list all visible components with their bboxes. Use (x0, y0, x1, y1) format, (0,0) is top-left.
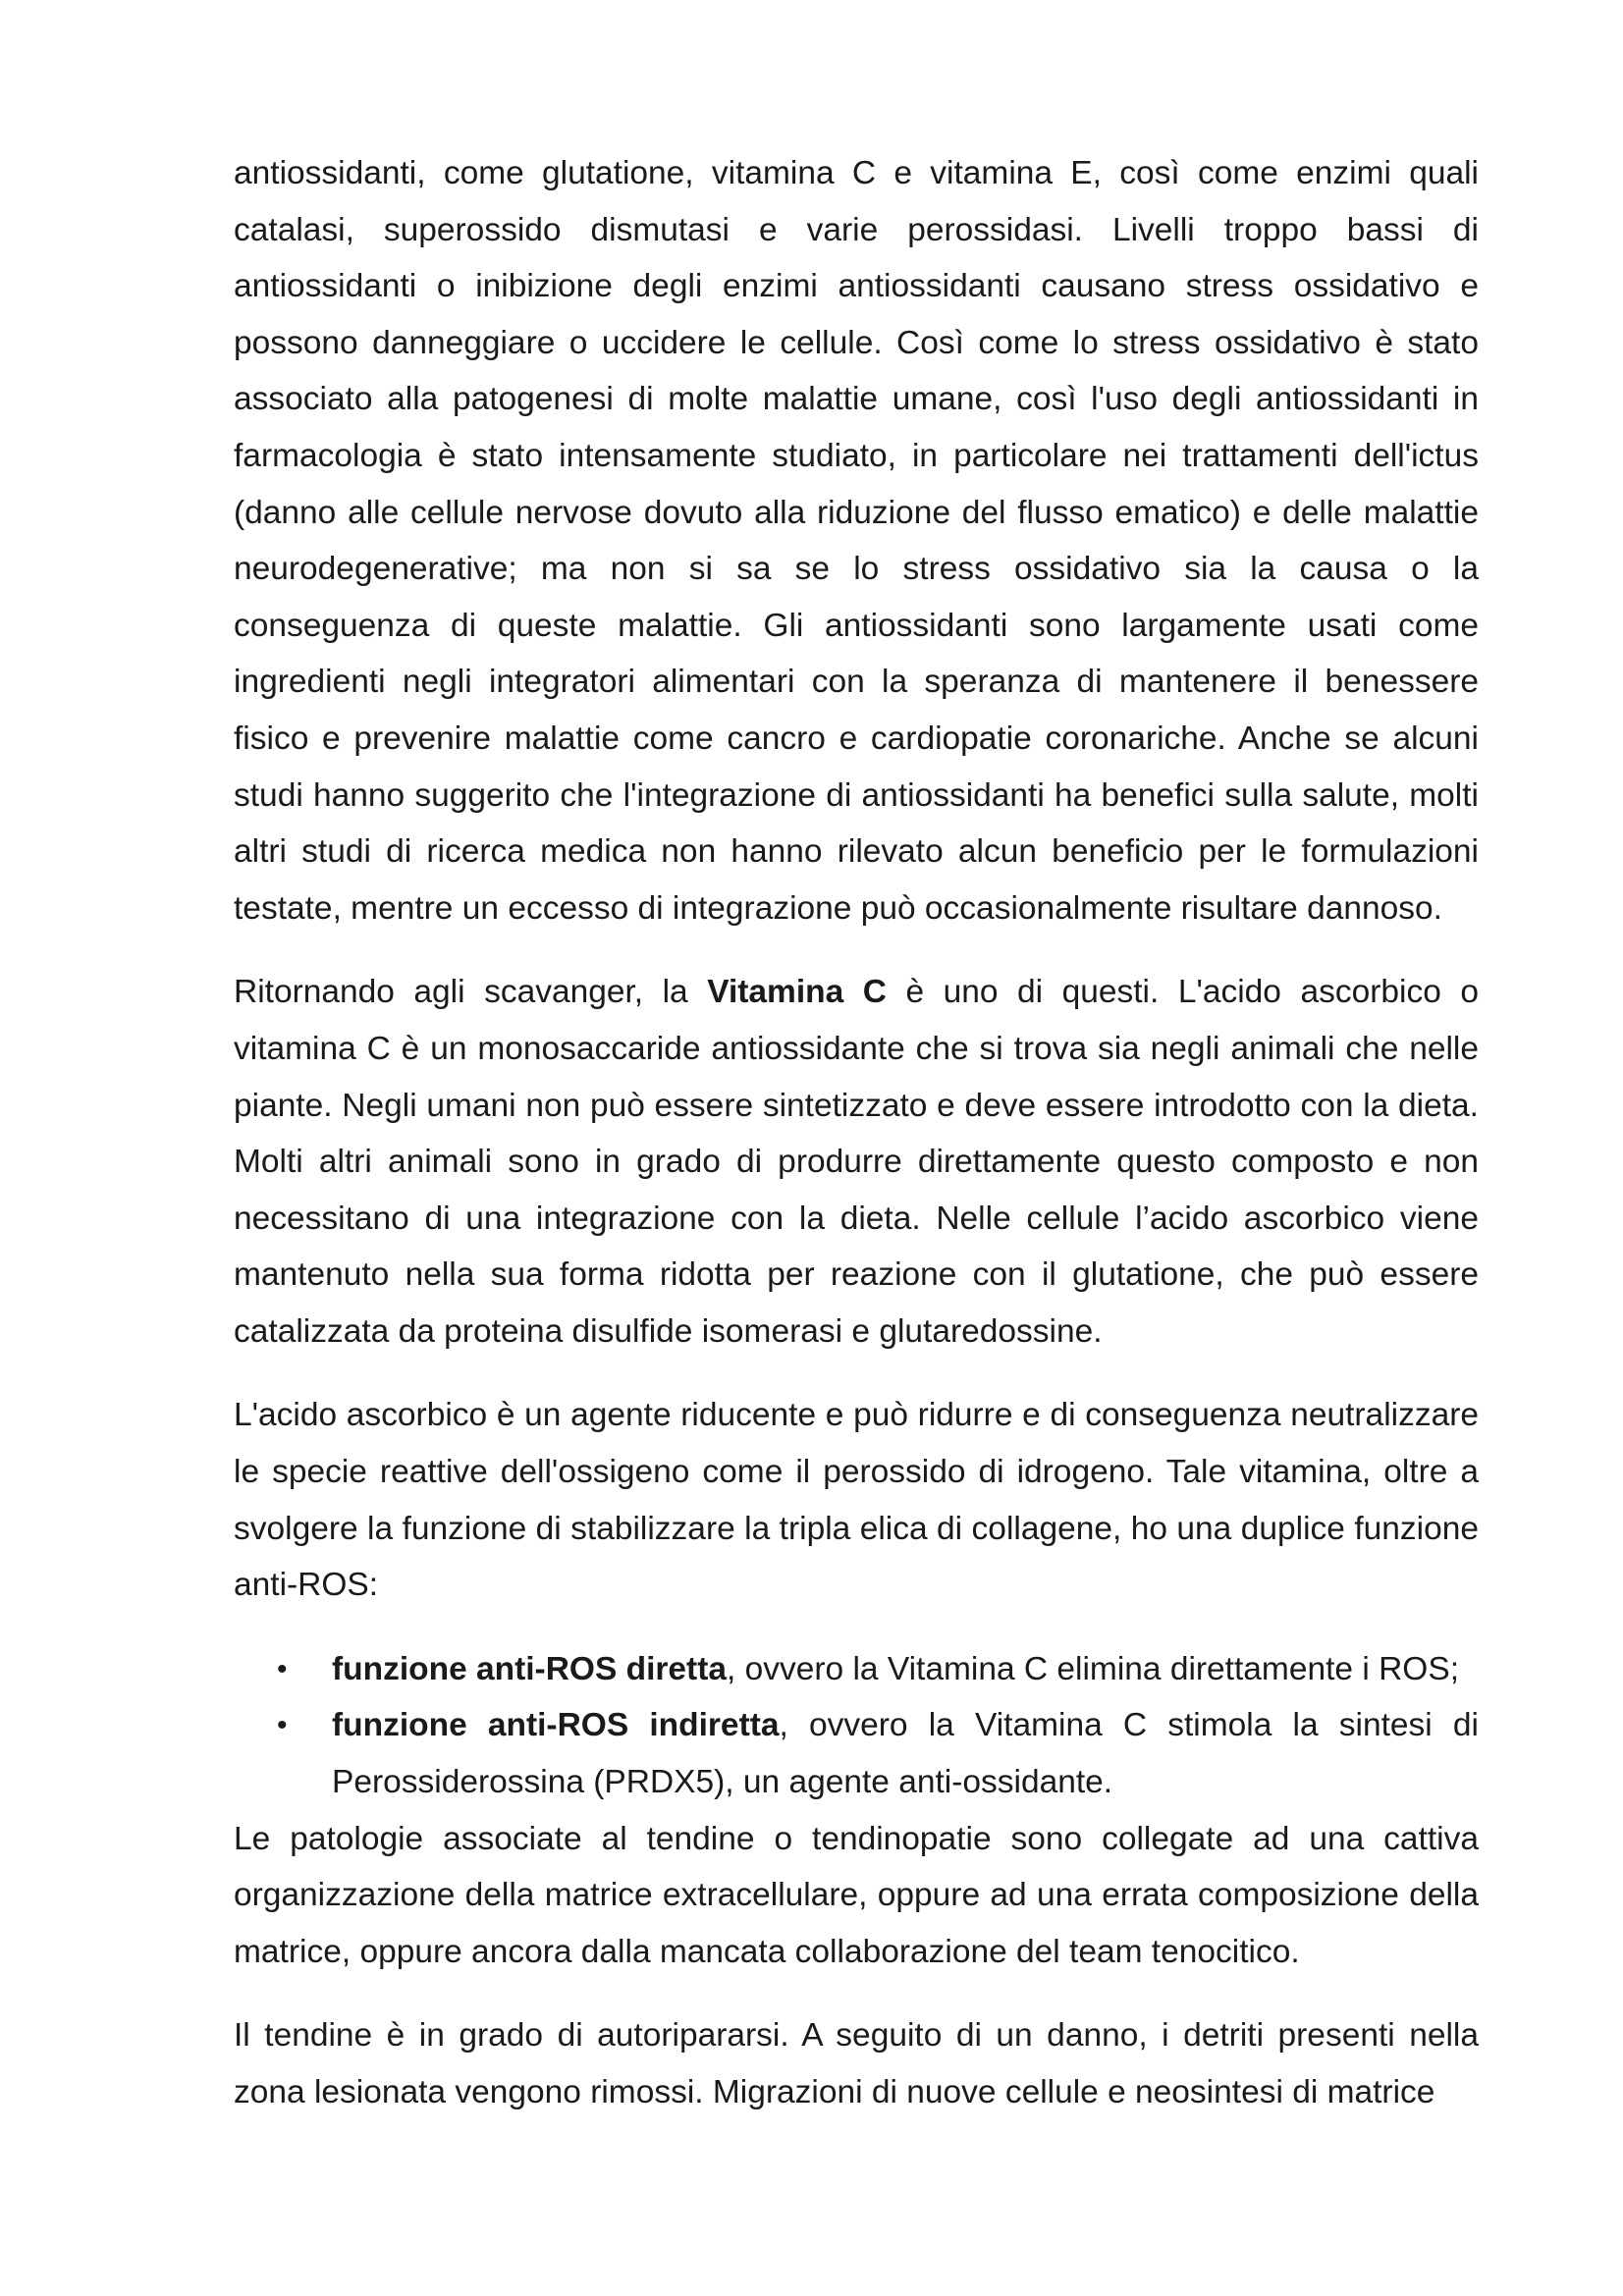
paragraph-tendinopathies: Le patologie associate al tendine o tendinopatie sono collegate ad una cattiva organizzazione della matrice extracellulare, oppure ad una errata composizione della matrice, oppure ancora dalla mancata collaborazione del team tenocitico. (234, 1820, 1479, 1970)
bullet-icon: • (277, 1709, 288, 1742)
paragraph-tendon-repair: Il tendine è in grado di autoripararsi. A seguito di un danno, i detriti presenti nella zona lesionata vengono rimossi. Migrazioni di nuove cellule e neosintesi di matrice (234, 2017, 1479, 2110)
list-item-term: funzione anti-ROS diretta (332, 1650, 727, 1687)
anti-ros-list (234, 1641, 1479, 1811)
paragraph-vitamin-c-body: è uno di questi. L'acido ascorbico o vitamina C è un monosaccaride antiossidante che si trova sia negli animali che nelle piante. Negli umani non può essere sintetizzato e deve essere introdotto con la dieta. Molti altri animali sono in grado di produrre direttamente questo composto e non necessitano di una integrazione con la dieta. Nelle cellule l’acido ascorbico viene mantenuto nella sua forma ridotta per reazione con il glutatione, che può essere catalizzata da proteina disulfide isomerasi e glutaredossine. (234, 974, 1479, 1350)
paragraph-ascorbic-acid: L'acido ascorbico è un agente riducente e può ridurre e di conseguenza neutralizzare le specie reattive dell'ossigeno come il perossido di idrogeno. Tale vitamina, oltre a svolgere la funzione di stabilizzare la tripla elica di collagene, ho una duplice funzione anti-ROS: (234, 1397, 1479, 1604)
list-item (277, 1697, 1479, 1810)
vitamin-c-term: Vitamina C (707, 974, 887, 1011)
bullet-icon: • (277, 1652, 288, 1685)
list-item-term: funzione anti-ROS indiretta (332, 1707, 780, 1744)
document-page (234, 145, 1479, 2121)
paragraph-vitamin-c-intro: Ritornando agli scavanger, la (234, 974, 708, 1011)
list-item-text: , ovvero la Vitamina C stimola la sintesi di Perossiderossina (PRDX5), un agente anti-ossidante. (332, 1707, 1479, 1801)
list-item (277, 1641, 1479, 1698)
list-item-text: , ovvero la Vitamina C elimina direttamente i ROS; (727, 1650, 1459, 1687)
paragraph-antioxidants: antiossidanti, come glutatione, vitamina C e vitamina E, così come enzimi quali catalasi, superossido dismutasi e varie perossidasi. Livelli troppo bassi di antiossidanti o inibizione degli enzimi antiossidanti causano stress ossidativo e possono danneggiare o uccidere le cellule. Così come lo stress ossidativo è stato associato alla patogenesi di molte malattie umane, così l'uso degli antiossidanti in farmacologia è stato intensamente studiato, in particolare nei trattamenti dell'ictus (danno alle cellule nervose dovuto alla riduzione del flusso ematico) e delle malattie neurodegenerative; ma non si sa se lo stress ossidativo sia la causa o la conseguenza di queste malattie. Gli antiossidanti sono largamente usati come ingredienti negli integratori alimentari con la speranza di mantenere il benessere fisico e prevenire malattie come cancro e cardiopatie coronariche. Anche se alcuni studi hanno suggerito che l'integrazione di antiossidanti ha benefici sulla salute, molti altri studi di ricerca medica non hanno rilevato alcun beneficio per le formulazioni testate, mentre un eccesso di integrazione può occasionalmente risultare dannoso. (234, 155, 1479, 927)
paragraph-vitamin-c (234, 964, 1479, 1360)
